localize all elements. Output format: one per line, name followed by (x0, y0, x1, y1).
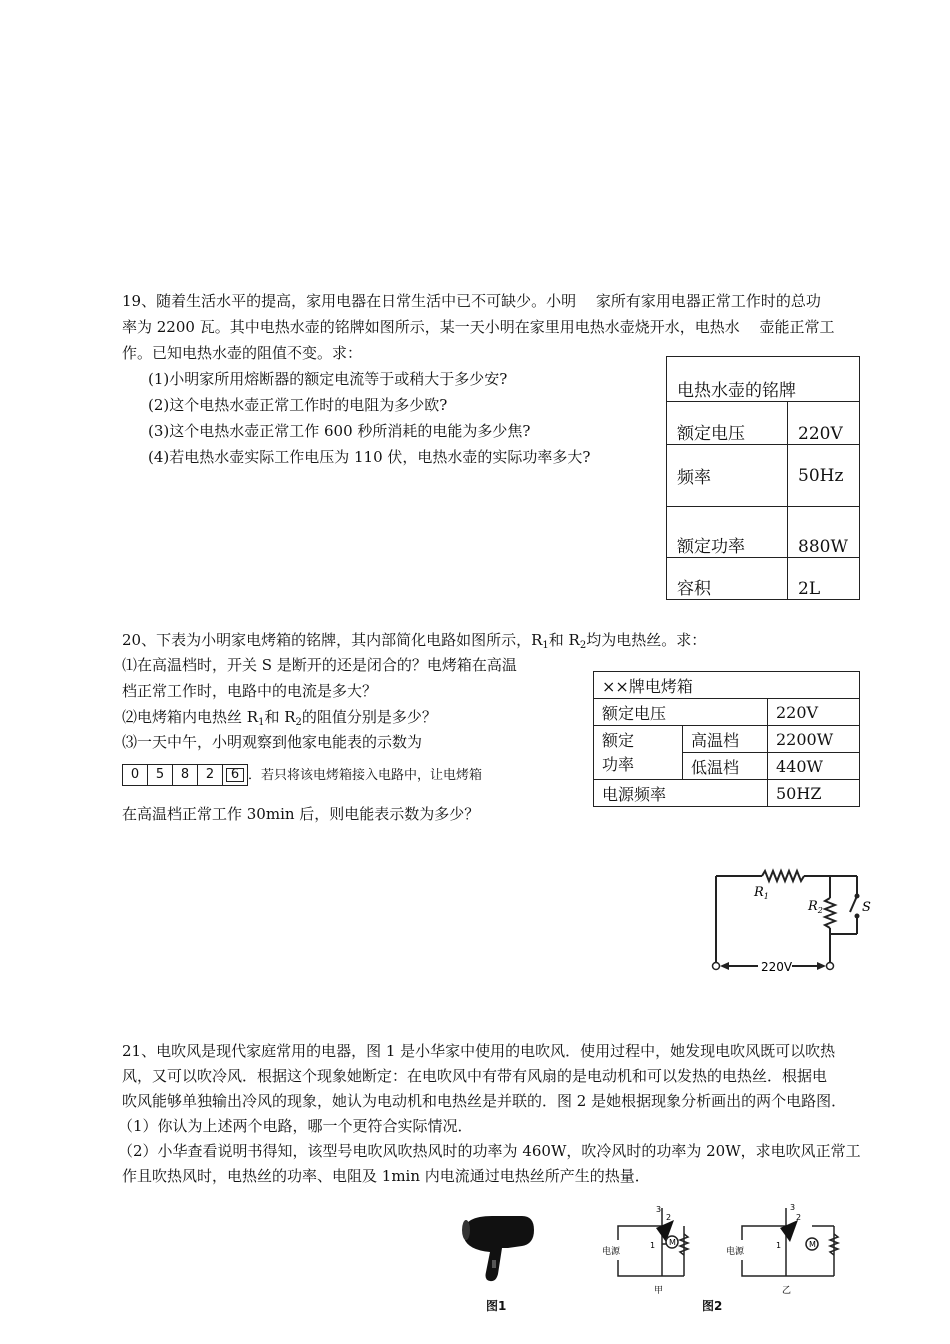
label-s: S (862, 900, 871, 915)
q21-line-6: 作且吹热风时，电热丝的功率、电阻及 1min 内电流通过电热丝所产生的热量． (122, 1167, 650, 1185)
q21-line-4: （1）你认为上述两个电路，哪一个更符合实际情况． (118, 1117, 473, 1135)
motor-label-yi: M (809, 1240, 816, 1249)
oven-nameplate-table (593, 671, 860, 807)
q19-line-3: 作。已知电热水壶的阻值不变。求： (122, 344, 363, 362)
kettle-voltage-value: 220V (788, 402, 860, 445)
oven-circuit-diagram (700, 862, 890, 984)
q19-item-2: (2)这个电热水壶正常工作时的电阻为多少欧? (148, 396, 448, 414)
q19-item-3: (3)这个电热水壶正常工作 600 秒所消耗的电能为多少焦? (148, 422, 531, 440)
terminal-1-yi: 1 (776, 1241, 782, 1250)
terminal-2-jia: 2 (666, 1213, 672, 1222)
oven-high-label: 高温档 (683, 726, 768, 753)
power-source-jia: 电源 (602, 1247, 621, 1257)
q20-intro: 20、下表为小明家电烤箱的铭牌，其内部简化电路如图所示，$R_1$和 $R_2$均为电热丝。求： (122, 631, 707, 651)
power-source-yi: 电源 (726, 1247, 745, 1257)
terminal-2-yi: 2 (796, 1213, 802, 1222)
kettle-nameplate-title: 电热水壶的铭牌 (667, 357, 860, 402)
q20-line-3: ⑵电烤箱内电热丝 $R_1$和 $R_2$的阻值分别是多少？ (122, 708, 437, 728)
kettle-frequency-label: 频率 (667, 445, 788, 507)
q19-line-1: 19、随着生活水平的提高，家用电器在日常生活中已不可缺少。小明 家所有家用电器正常工作时的总功 (122, 292, 821, 310)
kettle-nameplate-table (666, 356, 860, 600)
q21-line-5: （2）小华查看说明书得知，该型号电吹风吹热风时的功率为 460W，吹冷风时的功率为 20W，求电吹风正常工 (118, 1142, 861, 1160)
meter-digit: 5 (148, 765, 173, 785)
terminal-1-jia: 1 (650, 1241, 656, 1250)
resistor-r2 (825, 898, 835, 928)
q20-line-2: 档正常工作时，电路中的电流是多大？ (122, 682, 378, 700)
q20-line-4: ⑶一天中午，小明观察到他家电能表的示数为 (122, 733, 423, 751)
oven-power-label: 额定 功率 (594, 726, 683, 780)
label-voltage: 220V (761, 960, 793, 974)
circuit-label-jia: 甲 (654, 1286, 664, 1296)
q19-item-1: (1)小明家所用熔断器的额定电流等于或稍大于多少安? (148, 370, 508, 388)
q20-line-5: 0 5 8 2 6 ．若只将该电烤箱接入电路中，让电烤箱 (122, 761, 482, 789)
kettle-capacity-label: 容积 (667, 558, 788, 600)
circuit-label-yi: 乙 (782, 1286, 792, 1296)
q21-line-1: 21、电吹风是现代家庭常用的电器，图 1 是小华家中使用的电吹风．使用过程中，她发现电吹风既可以吹热 (122, 1042, 836, 1060)
resistor-r1 (762, 871, 804, 881)
fig1-caption: 图1 (486, 1299, 507, 1313)
oven-low-label: 低温档 (683, 753, 768, 780)
label-r1: $R_1$ (754, 885, 769, 901)
oven-nameplate-title: ××牌电烤箱 (594, 672, 860, 699)
terminal-3-jia: 3 (656, 1205, 662, 1214)
switch-s (850, 896, 857, 912)
oven-frequency-label: 电源频率 (594, 780, 768, 807)
motor-label-jia: M (669, 1238, 676, 1247)
hair-dryer-picture (458, 1208, 538, 1288)
kettle-capacity-value: 2L (788, 558, 860, 600)
hair-dryer-circuits (600, 1198, 850, 1300)
label-r2: $R_2$ (808, 899, 823, 915)
meter-digit-decimal: 6 (223, 765, 247, 785)
kettle-frequency-value: 50Hz (788, 445, 860, 507)
meter-digit: 8 (173, 765, 198, 785)
kettle-power-value: 880W (788, 507, 860, 558)
meter-digit: 0 (123, 765, 148, 785)
oven-voltage-value: 220V (768, 699, 860, 726)
oven-voltage-label: 额定电压 (594, 699, 768, 726)
q19-line-2: 率为 2200 瓦。其中电热水壶的铭牌如图所示，某一天小明在家里用电热水壶烧开水，电热水 壶能正常工 (122, 318, 835, 336)
fig2-caption: 图2 (702, 1299, 723, 1313)
kettle-voltage-label: 额定电压 (667, 402, 788, 445)
kettle-power-label: 额定功率 (667, 507, 788, 558)
q21-line-3: 吹风能够单独输出冷风的现象，她认为电动机和电热丝是并联的．图 2 是她根据现象分析画出的两个电路图． (122, 1092, 847, 1110)
meter-digit: 2 (198, 765, 223, 785)
terminal-3-yi: 3 (790, 1203, 796, 1212)
oven-frequency-value: 50HZ (768, 780, 860, 807)
q21-line-2: 风，又可以吹冷风．根据这个现象她断定：在电吹风中有带有风扇的是电动机和可以发热的电热丝．根据电 (122, 1067, 828, 1085)
q19-item-4: (4)若电热水壶实际工作电压为 110 伏，电热水壶的实际功率多大? (148, 448, 591, 466)
q20-line-6: 在高温档正常工作 30min 后，则电能表示数为多少？ (122, 805, 480, 823)
oven-low-value: 440W (768, 753, 860, 780)
electric-meter-reading (122, 764, 248, 786)
oven-high-value: 2200W (768, 726, 860, 753)
q20-line-1: ⑴在高温档时，开关 S 是断开的还是闭合的？电烤箱在高温 (122, 656, 517, 674)
